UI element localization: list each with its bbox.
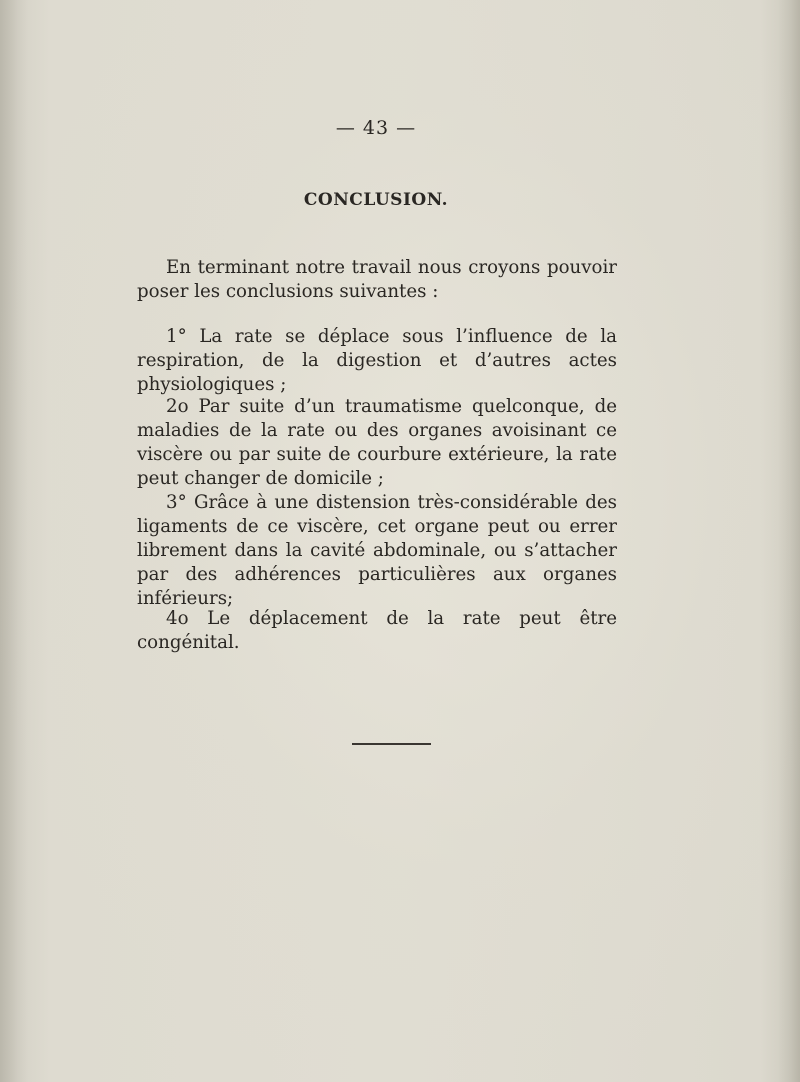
conclusion-item-2: 2o Par suite d’un traumatisme quelconque, de maladies de la rate ou des organes avoisinant ce viscère ou par suite de courbure extérieure, la rate peut changer de domicile ; <box>137 396 617 489</box>
conclusion-item-4: 4o Le déplacement de la rate peut être congénital. <box>137 608 617 653</box>
section-heading: CONCLUSION. <box>303 190 449 210</box>
conclusion-item-3: 3° Grâce à une distension très-considérable des ligaments de ce viscère, cet organe peut ou errer librement dans la cavité abdominale, ou s’attacher par des adhérences particulières aux organes inférieurs; <box>137 492 617 609</box>
conclusion-item-1: 1° La rate se déplace sous l’influence de la respiration, de la digestion et d’autres actes physiologiques ; <box>137 326 617 395</box>
end-rule <box>352 743 431 745</box>
page-number: — 43 — <box>335 117 417 139</box>
intro-paragraph: En terminant notre travail nous croyons pouvoir poser les conclusions suivantes : <box>137 257 617 302</box>
